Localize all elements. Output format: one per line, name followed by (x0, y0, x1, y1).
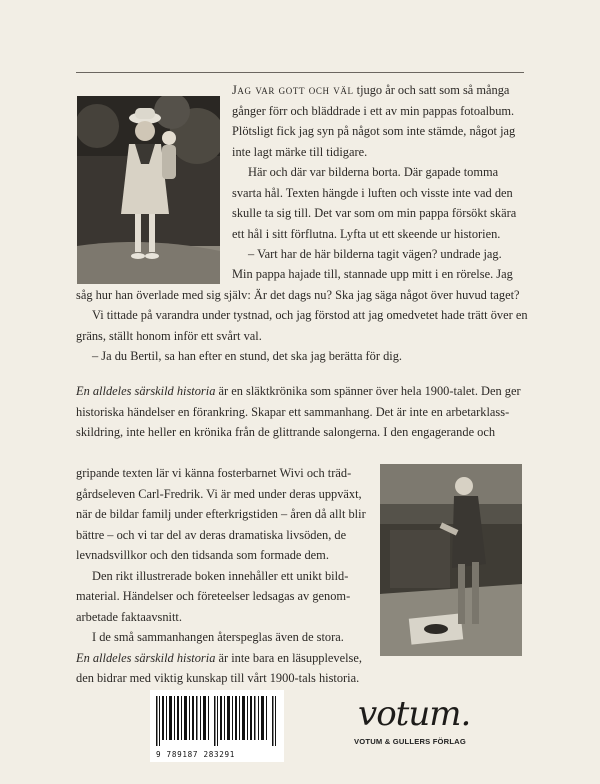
book-title-italic-2: En alldeles särskild historia (76, 650, 216, 665)
photo-girl-with-doll (77, 96, 220, 284)
blurb-paragraph-3: I de små sammanhangen återspeglas även de stora. (92, 630, 344, 644)
blurb-paragraph-1b: gripande texten lär vi känna fosterbarnet Wivi och trädgårdseleven Carl-Fredrik. Vi är med under deras uppväxt, när de bildar familj under efterkrigstiden – åren då allt blir bättre – och vi tar del av deras dramatiska livsöden, de levnadsvillkor och den tidsanda som formade dem. (76, 466, 366, 562)
top-rule (76, 72, 524, 73)
book-title-italic: En alldeles särskild historia (76, 384, 216, 398)
blurb-paragraph-4: En alldeles särskild historia är inte bara en läsupplevelse, den bidrar med viktig kunskap till vårt 1900-tals historia. (76, 650, 362, 685)
publisher-name: VOTUM & GULLERS FÖRLAG (354, 737, 466, 746)
story-paragraph-4: Min pappa hajade till, stannade upp mitt i en rörelse. Jag såg hur han överlade med sig själv: Är det dags nu? Ska jag säga något över huvud taget? (76, 267, 520, 302)
story-paragraph-5: Vi tittade på varandra under tystnad, och jag förstod att jag omedvetet hade trätt över en gräns, ställt honom inför ett svårt val. (76, 308, 528, 343)
isbn-digits: 9 789187 283291 (156, 750, 236, 759)
barcode-bars (156, 696, 278, 746)
story-excerpt (232, 80, 528, 265)
story-paragraph-1: Jag var gott och väl tjugo år och satt som så många gånger förr och bläddrade i ett av min pappas fotoalbum. Plötsligt fick jag syn på något som inte stämde, något jag inte lagt märke till tidigare. (232, 83, 516, 159)
blurb-text-narrow (76, 463, 372, 689)
blurb-paragraph-1a: En alldeles särskild historia är en släktkrönika som spänner över hela 1900-talet. Den ger historiska händelser en förankring. Skapar ett sammanhang. Det är inte en arbetarklassskildring, inte heller en krönika från de glittrande salongerna. I den engagerande och (76, 384, 521, 439)
isbn-barcode (150, 690, 284, 762)
photo-man-illustration (380, 464, 522, 656)
story-paragraph-3: – Vart har de här bilderna tagit vägen? undrade jag. (248, 247, 502, 261)
story-paragraph-2: Här och där var bilderna borta. Där gapade tomma svarta hål. Texten hängde i luften och visste inte vad den skulle ta sig till. Det var som om min pappa försökt skära ett hål i sitt förflutna. Lyfta ut ett skeende ur historien. (232, 165, 517, 241)
photo-man-in-garden (380, 464, 522, 656)
story-paragraph-6: – Ja du Bertil, sa han efter en stund, det ska jag berätta för dig. (92, 349, 403, 363)
publisher-logo: votum. (358, 694, 471, 734)
story-excerpt-wide (76, 264, 528, 367)
story-lead-caps: Jag var gott och väl (232, 83, 354, 97)
photo-girl-illustration (77, 96, 220, 284)
blurb-text (76, 381, 528, 443)
blurb-paragraph-2: Den rikt illustrerade boken innehåller ett unikt bildmaterial. Händelser och företeelser ledsagas av genomarbetade faktaavsnitt. (76, 568, 351, 624)
